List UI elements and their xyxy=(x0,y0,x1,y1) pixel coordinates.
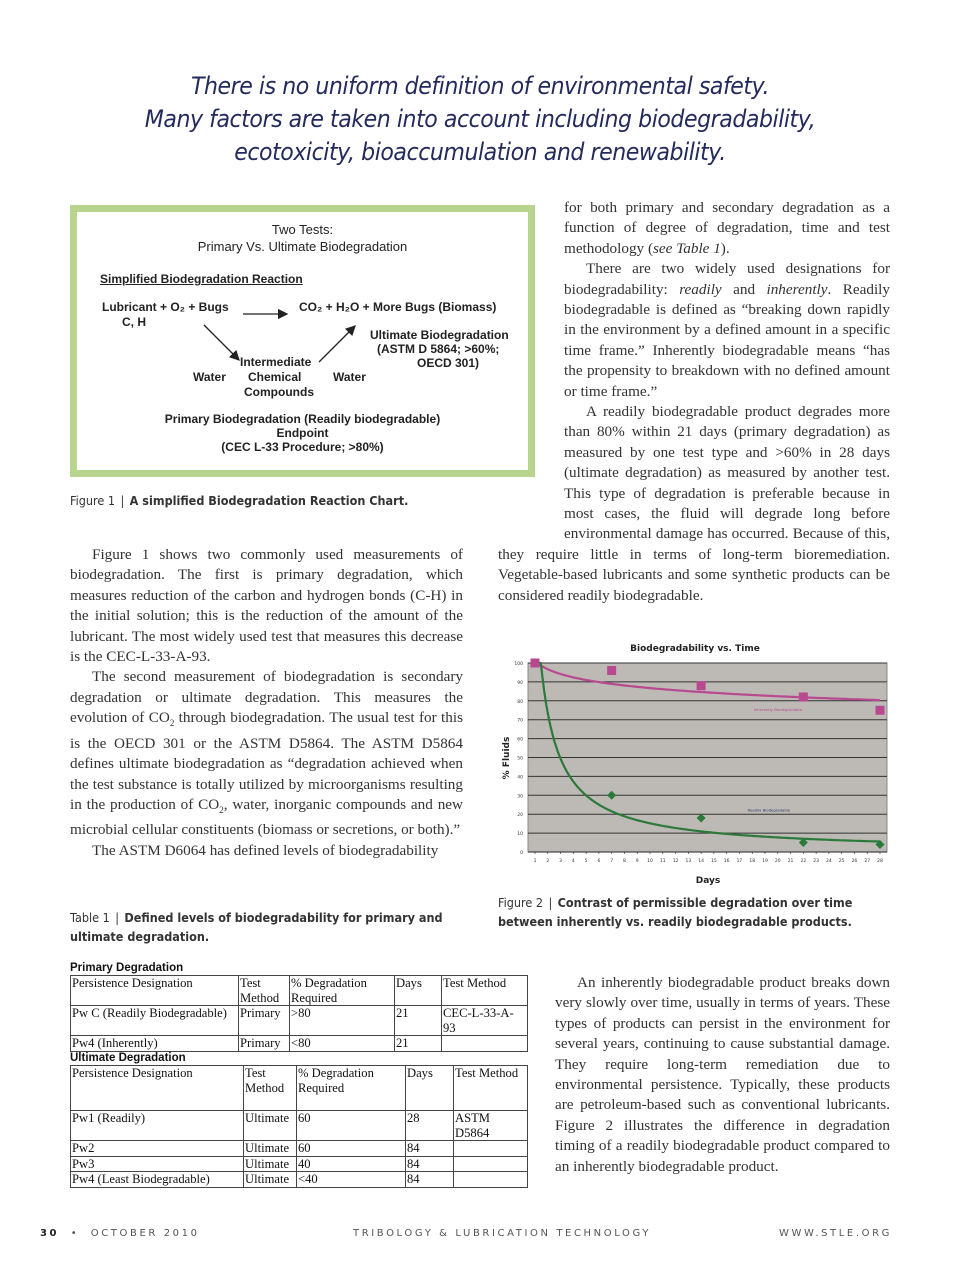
figure-1-caption: Figure 1 | A simplified Biodegradation Reaction Chart. xyxy=(70,493,409,508)
pull-quote xyxy=(94,70,867,169)
svg-text:14: 14 xyxy=(698,859,704,864)
svg-text:4: 4 xyxy=(571,859,575,864)
figure-2-chart xyxy=(495,635,895,890)
figure-1-title: Two Tests: xyxy=(271,222,334,237)
table-header: Test Method xyxy=(244,1066,297,1111)
primary-degradation-table xyxy=(70,975,528,1052)
table-header-row xyxy=(71,1066,528,1111)
table-header: % Degradation Required xyxy=(297,1066,406,1111)
svg-text:24: 24 xyxy=(826,859,832,864)
water-label-left: Water xyxy=(193,370,226,384)
paragraph: There are two widely used designations for biodegradability: readily and inherently. Readily biodegradable is defined as “breaking down rapidly in the environment by a defined amount in a specific time frame.” Inherently biodegradable means “has the propensity to breakdown with no defined amount or time frame.” xyxy=(564,260,890,400)
svg-text:28: 28 xyxy=(877,859,883,864)
publication-name: TRIBOLOGY & LUBRICATION TECHNOLOGY xyxy=(353,1228,652,1239)
svg-text:22: 22 xyxy=(800,859,807,864)
svg-text:40: 40 xyxy=(517,775,523,781)
paragraph: An inherently biodegradable product breaks down very slowly over time, usually in terms of years. These types of products can persist in the environment for several years, continuing to cause substantial damage. They require long-term remediation due to environmental persistence. Typically, these products are petroleum-based such as conventional lubricants. Figure 2 illustrates the difference in degradation timing of a readily biodegradable product compared to an inherently biodegradable product. xyxy=(555,974,890,1175)
svg-text:15: 15 xyxy=(711,859,717,864)
figure-2-caption: Figure 2 | Contrast of permissible degradation over time between inherently vs. readily biodegradable products. xyxy=(498,895,853,929)
water-label-right: Water xyxy=(333,370,366,384)
table-header: Days xyxy=(406,1066,454,1111)
svg-text:18: 18 xyxy=(749,859,756,864)
ultimate-degradation-table xyxy=(70,1065,528,1188)
inherently-square-marker-icon xyxy=(607,666,616,675)
svg-text:50: 50 xyxy=(517,756,523,762)
intermediate-label: Chemical xyxy=(248,370,302,384)
biodegradability-chart xyxy=(495,635,895,890)
svg-text:12: 12 xyxy=(672,859,679,864)
reactants-label: Lubricant + O₂ + Bugs xyxy=(102,300,229,314)
svg-text:17: 17 xyxy=(736,859,743,864)
primary-label: (CEC L-33 Procedure; >80%) xyxy=(221,440,384,454)
svg-text:9: 9 xyxy=(635,859,639,864)
inherently-square-marker-icon xyxy=(876,706,885,715)
inherently-series-label: Inherently Biodegradable xyxy=(753,707,802,713)
table-title: Ultimate Degradation xyxy=(70,1052,186,1064)
svg-text:13: 13 xyxy=(685,859,692,864)
table-header: Test Method xyxy=(454,1066,528,1111)
primary-degradation-table-block xyxy=(70,962,528,1052)
figure-1-subtitle: Primary Vs. Ultimate Biodegradation xyxy=(197,239,408,254)
body-column-right-top xyxy=(564,198,890,402)
x-axis-label: Days xyxy=(695,876,721,886)
page-footer xyxy=(40,1228,892,1242)
svg-text:20: 20 xyxy=(517,813,523,819)
svg-text:16: 16 xyxy=(723,859,730,864)
inherently-square-marker-icon xyxy=(531,659,540,668)
issue-date: OCTOBER 2010 xyxy=(90,1228,200,1239)
svg-text:70: 70 xyxy=(517,718,523,724)
body-column-right-bottom xyxy=(555,973,890,1177)
svg-text:27: 27 xyxy=(864,859,871,864)
svg-text:30: 30 xyxy=(517,794,523,800)
inherently-square-marker-icon xyxy=(799,693,808,702)
table-header-row xyxy=(71,976,528,1006)
table-header: Test Method xyxy=(239,976,290,1006)
paragraph: The second measurement of biodegradation is secondary degradation or ultimate degradation. This measures the evolution of $CO_2$ through biodegradation. The usual test for this is the OECD 301 or the ASTM D5864. The ASTM D5864 defines ultimate biodegradation as “degradation achieved when the test substance is totally utilized by microorganisms resulting in the production of $CO_2$, water, inorganic compounds and new microbial cellular constituents (biomass or secretions, or both).” xyxy=(70,668,463,839)
intermediate-label: Compounds xyxy=(244,385,314,399)
chart-title: Biodegradability vs. Time xyxy=(630,644,760,654)
svg-text:5: 5 xyxy=(584,859,588,864)
body-column-left xyxy=(70,545,463,861)
figure-1-reaction-chart xyxy=(70,205,535,477)
svg-text:19: 19 xyxy=(762,859,768,864)
website-link[interactable]: WWW.STLE.ORG xyxy=(779,1228,892,1239)
svg-text:7: 7 xyxy=(610,859,614,864)
svg-text:21: 21 xyxy=(787,859,794,864)
table-row: Pw4 (Least Biodegradable) Ultimate <40 84 xyxy=(71,1172,528,1188)
svg-text:2: 2 xyxy=(546,859,550,864)
footer-page-info xyxy=(40,1228,200,1239)
ultimate-label: OECD 301) xyxy=(417,356,480,370)
svg-text:3: 3 xyxy=(559,859,562,864)
svg-text:10: 10 xyxy=(517,832,523,838)
svg-text:25: 25 xyxy=(838,859,845,864)
ultimate-label: (ASTM D 5864; >60%; xyxy=(377,342,500,356)
table-row: Pw2 Ultimate 60 84 xyxy=(71,1141,528,1157)
svg-text:100: 100 xyxy=(514,662,523,667)
ultimate-degradation-table-block xyxy=(70,1052,528,1188)
svg-text:6: 6 xyxy=(597,859,601,864)
paragraph: The ASTM D6064 has defined levels of biodegradability xyxy=(92,841,439,859)
reactants-sub-label: C, H xyxy=(122,315,146,329)
paragraph: for both primary and secondary degradation as a function of degree of degradation, time and test methodology (see Table 1). xyxy=(564,199,890,257)
svg-text:1: 1 xyxy=(533,859,537,864)
intermediate-label: Intermediate xyxy=(240,355,312,369)
paragraph: Figure 1 shows two commonly used measurements of biodegradation. The first is primary degradation, which measures reduction of the carbon and hydrogen bonds (C-H) in the initial solution; this is the reduction of the amount of the lubricant. The most widely used test that measures this decrease is the CEC-L-33-A-93. xyxy=(70,546,463,666)
ultimate-label: Ultimate Biodegradation xyxy=(370,328,509,342)
primary-label: Endpoint xyxy=(276,426,329,440)
reaction-heading: Simplified Biodegradation Reaction xyxy=(100,272,303,286)
table-row: Pw C (Readily Biodegradable) Primary >80 21 CEC-L-33-A-93 xyxy=(71,1006,528,1036)
table-header: % Degradation Required xyxy=(290,976,395,1006)
svg-text:11: 11 xyxy=(659,859,666,864)
inherently-square-marker-icon xyxy=(697,681,706,690)
pull-quote-line: Many factors are taken into account including biodegradability, xyxy=(144,105,816,133)
svg-text:10: 10 xyxy=(647,859,653,864)
page-number: 30 xyxy=(40,1228,60,1239)
footer-bullet: • xyxy=(70,1228,80,1239)
primary-label: Primary Biodegradation (Readily biodegradable) xyxy=(164,412,441,426)
svg-text:20: 20 xyxy=(774,859,781,864)
table-title: Primary Degradation xyxy=(70,962,184,974)
arrow-down-icon xyxy=(204,325,239,360)
table-header: Test Method xyxy=(442,976,528,1006)
body-column-right-mid xyxy=(498,402,890,606)
svg-text:8: 8 xyxy=(623,859,626,864)
table-row: Pw1 (Readily) Ultimate 60 28 ASTM D5864 xyxy=(71,1111,528,1141)
svg-text:80: 80 xyxy=(517,699,523,705)
table-header: Persistence Designation xyxy=(71,1066,244,1111)
table-row: Pw4 (Inherently) Primary <80 21 xyxy=(71,1036,528,1052)
svg-text:0: 0 xyxy=(520,851,523,856)
products-label: CO₂ + H₂O + More Bugs (Biomass) xyxy=(299,300,497,314)
arrow-up-icon xyxy=(319,326,355,362)
table-header: Days xyxy=(395,976,442,1006)
table-header: Persistence Designation xyxy=(71,976,239,1006)
paragraph: A readily biodegradable product degrades more than 80% within 21 days (primary degradation) as measured by one test type and >60% in 28 days (ultimate degradation) as measured by another test. This type of degradation is preferable because in most cases, the fluid will degrade long before environmental damage has occurred. Because of this, they require little in terms of long-term bioremediation. Vegetable-based lubricants and some synthetic products can be considered readily biodegradable. xyxy=(498,403,890,604)
table-1-caption: Table 1 | Defined levels of biodegradability for primary and ultimate degradation. xyxy=(70,910,443,944)
pull-quote-line: There is no uniform definition of environmental safety. xyxy=(190,72,770,100)
pull-quote-line: ecotoxicity, bioaccumulation and renewability. xyxy=(234,138,726,166)
svg-text:90: 90 xyxy=(517,680,523,686)
y-axis-label: % Fluids xyxy=(502,736,512,780)
svg-text:26: 26 xyxy=(851,859,858,864)
svg-text:23: 23 xyxy=(813,859,819,864)
readily-series-label: Readily Biodegradable xyxy=(747,807,791,813)
svg-text:60: 60 xyxy=(517,737,523,743)
table-row: Pw3 Ultimate 40 84 xyxy=(71,1156,528,1172)
